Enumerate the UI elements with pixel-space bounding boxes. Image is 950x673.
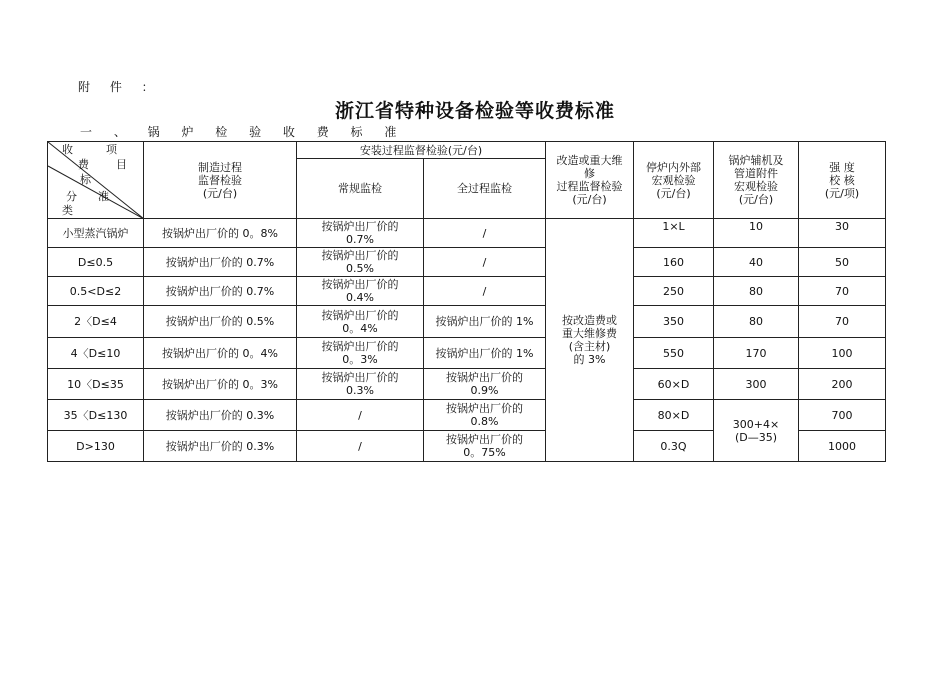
auxiliary-fee-cell: 40: [714, 248, 799, 277]
category-cell: 小型蒸汽锅炉: [48, 219, 144, 248]
category-cell: D>130: [48, 431, 144, 462]
auxiliary-fee-cell: 80: [714, 306, 799, 338]
manufacture-fee-cell: 按锅炉出厂价的 0。3%: [144, 369, 297, 400]
auxiliary-fee-cell: 300+4× (D—35): [714, 400, 799, 462]
diag-label: 准: [98, 190, 109, 203]
attachment-label: 附 件 ：: [78, 80, 162, 94]
shutdown-fee-cell: 350: [634, 306, 714, 338]
install-full-fee-cell: 按锅炉出厂价的 0.9%: [424, 369, 546, 400]
shutdown-fee-cell: 80×D: [634, 400, 714, 431]
install-regular-fee-cell: 按锅炉出厂价的 0.7%: [297, 219, 424, 248]
category-cell: 10〈D≤35: [48, 369, 144, 400]
table-row: [48, 400, 886, 431]
auxiliary-fee-cell: 170: [714, 338, 799, 369]
strength-fee-cell: 200: [799, 369, 886, 400]
diag-label: 项: [106, 143, 117, 156]
install-full-fee-cell: /: [424, 277, 546, 306]
diag-label: 标: [80, 173, 91, 186]
header-install-regular: 常规监检: [297, 159, 424, 219]
auxiliary-fee-cell: 300: [714, 369, 799, 400]
install-full-fee-cell: 按锅炉出厂价的 0.8%: [424, 400, 546, 431]
diag-label: 类: [62, 204, 73, 217]
manufacture-fee-cell: 按锅炉出厂价的 0.3%: [144, 400, 297, 431]
diag-label: 分: [66, 190, 77, 203]
table-row: [48, 338, 886, 369]
manufacture-fee-cell: 按锅炉出厂价的 0.3%: [144, 431, 297, 462]
category-cell: D≤0.5: [48, 248, 144, 277]
install-full-fee-cell: 按锅炉出厂价的 0。75%: [424, 431, 546, 462]
table-row: [48, 248, 886, 277]
shutdown-fee-cell: 1×L: [634, 219, 714, 248]
shutdown-fee-cell: 0.3Q: [634, 431, 714, 462]
header-manufacture: 制造过程 监督检验 (元/台): [144, 142, 297, 219]
strength-fee-cell: 700: [799, 400, 886, 431]
category-cell: 0.5<D≤2: [48, 277, 144, 306]
install-full-fee-cell: 按锅炉出厂价的 1%: [424, 306, 546, 338]
install-regular-fee-cell: 按锅炉出厂价的 0。3%: [297, 338, 424, 369]
auxiliary-fee-cell: 10: [714, 219, 799, 248]
shutdown-fee-cell: 60×D: [634, 369, 714, 400]
strength-fee-cell: 70: [799, 306, 886, 338]
document-title: 浙江省特种设备检验等收费标准: [334, 100, 615, 122]
category-cell: 4〈D≤10: [48, 338, 144, 369]
install-regular-fee-cell: 按锅炉出厂价的 0.4%: [297, 277, 424, 306]
install-full-fee-cell: /: [424, 219, 546, 248]
table-row: [48, 219, 886, 248]
diag-label: 目: [116, 158, 127, 171]
diag-label: 收: [62, 143, 73, 156]
manufacture-fee-cell: 按锅炉出厂价的 0.5%: [144, 306, 297, 338]
header-strength: 强 度 校 核 (元/项): [799, 142, 886, 219]
strength-fee-cell: 1000: [799, 431, 886, 462]
header-shutdown: 停炉内外部 宏观检验 (元/台): [634, 142, 714, 219]
header-install-group: 安装过程监督检验(元/台): [297, 142, 546, 159]
header-auxiliary: 锅炉辅机及 管道附件 宏观检验 (元/台): [714, 142, 799, 219]
manufacture-fee-cell: 按锅炉出厂价的 0。8%: [144, 219, 297, 248]
install-regular-fee-cell: /: [297, 431, 424, 462]
shutdown-fee-cell: 250: [634, 277, 714, 306]
table-row: [48, 369, 886, 400]
section-heading: 一 、 锅 炉 检 验 收 费 标 准: [80, 125, 406, 139]
strength-fee-cell: 30: [799, 219, 886, 248]
table-row: [48, 306, 886, 338]
category-cell: 2〈D≤4: [48, 306, 144, 338]
header-modification: 改造或重大维 修 过程监督检验 (元/台): [546, 142, 634, 219]
install-regular-fee-cell: /: [297, 400, 424, 431]
install-regular-fee-cell: 按锅炉出厂价的 0.5%: [297, 248, 424, 277]
install-regular-fee-cell: 按锅炉出厂价的 0。4%: [297, 306, 424, 338]
header-install-full: 全过程监检: [424, 159, 546, 219]
manufacture-fee-cell: 按锅炉出厂价的 0.7%: [144, 277, 297, 306]
diagonal-header-cell: [48, 142, 144, 219]
strength-fee-cell: 100: [799, 338, 886, 369]
manufacture-fee-cell: 按锅炉出厂价的 0.7%: [144, 248, 297, 277]
strength-fee-cell: 50: [799, 248, 886, 277]
shutdown-fee-cell: 550: [634, 338, 714, 369]
manufacture-fee-cell: 按锅炉出厂价的 0。4%: [144, 338, 297, 369]
category-cell: 35〈D≤130: [48, 400, 144, 431]
strength-fee-cell: 70: [799, 277, 886, 306]
install-regular-fee-cell: 按锅炉出厂价的 0.3%: [297, 369, 424, 400]
diag-label: 费: [78, 158, 89, 171]
install-full-fee-cell: /: [424, 248, 546, 277]
shutdown-fee-cell: 160: [634, 248, 714, 277]
modification-fee-cell: 按改造费或 重大维修费 (含主材) 的 3%: [546, 219, 634, 462]
fee-table: [47, 141, 886, 462]
auxiliary-fee-cell: 80: [714, 277, 799, 306]
install-full-fee-cell: 按锅炉出厂价的 1%: [424, 338, 546, 369]
table-row: [48, 277, 886, 306]
